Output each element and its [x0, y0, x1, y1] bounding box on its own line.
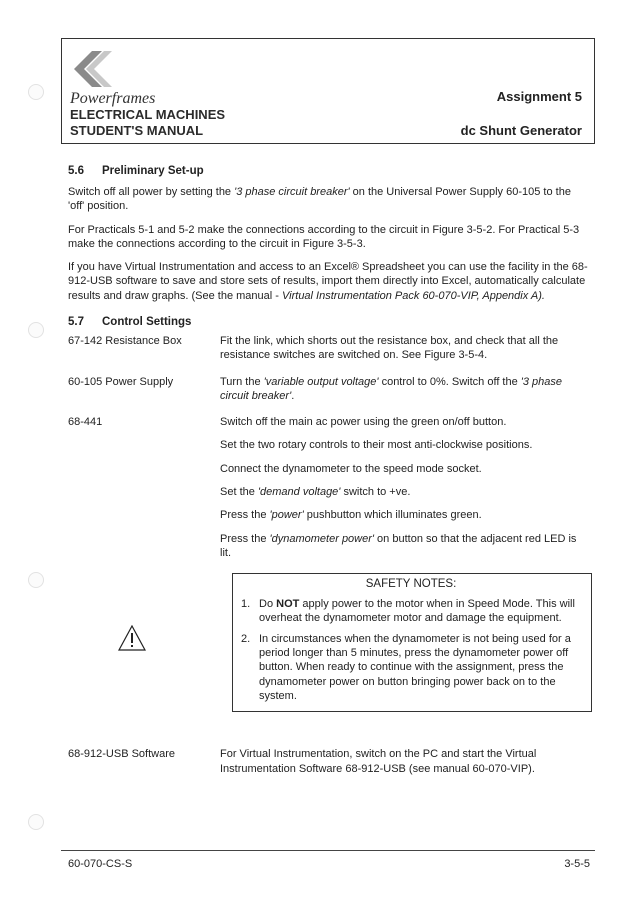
text: Press the — [220, 532, 270, 545]
emphasis-text: 'dynamometer power' — [269, 532, 374, 545]
text: switch to +ve. — [340, 486, 411, 499]
control-row-resistance-box — [68, 334, 588, 363]
text: apply power to the motor when in Speed Mode. This will overheat the dynamometer motor and damage the equipment. — [259, 598, 575, 625]
text: Press the — [220, 509, 270, 522]
safety-note — [241, 597, 581, 626]
control-label: 67-142 Resistance Box — [68, 334, 182, 347]
text: Switch off all power by setting the — [68, 185, 235, 198]
emphasis-text: Virtual Instrumentation Pack 60-070-VIP, Appendix A). — [282, 289, 545, 302]
assignment-label: Assignment 5 — [496, 89, 582, 104]
emphasis-text: 'power' — [269, 509, 304, 522]
text: pushbutton which illuminates green. — [303, 509, 482, 522]
note-number: 1. — [241, 598, 251, 611]
footer-document-code: 60-070-CS-S — [68, 858, 133, 870]
step — [220, 485, 588, 499]
section-number: 5.6 — [68, 165, 84, 177]
note-text — [259, 597, 581, 626]
control-text: For Virtual Instrumentation, switch on the PC and start the Virtual Instrumentation Software 68-912-USB (see manual 60-070-VIP). — [220, 748, 537, 775]
punch-hole — [28, 322, 44, 338]
paragraph: For Practicals 5-1 and 5-2 make the connections according to the circuit in Figure 3-5-2. For Practical 5-3 make the connections according to the circuit in Figure 3-5-3. — [68, 223, 580, 250]
text: Set the — [220, 486, 258, 499]
section-number: 5.7 — [68, 316, 84, 329]
section-title: Control Settings — [102, 316, 192, 329]
step — [220, 508, 588, 522]
note-text: In circumstances when the dynamometer is not being used for a period longer than 5 minutes, press the dynamometer power off button. When ready to continue with the assignment, press the dynamometer power on button bringing power back on to the system. — [259, 632, 571, 702]
text: Turn the — [220, 375, 264, 388]
punch-hole — [28, 814, 44, 830]
control-label: 60-105 Power Supply — [68, 375, 174, 388]
text: control to 0%. Switch off the — [378, 375, 521, 388]
footer-divider — [61, 850, 595, 851]
control-label: 68-441 — [68, 416, 103, 429]
step: Connect the dynamometer to the speed mode socket. — [220, 462, 482, 475]
text: on the Universal Power Supply 60-105 to the 'off' position. — [68, 185, 571, 213]
control-row-power-supply — [68, 375, 588, 404]
control-row-software — [68, 747, 588, 776]
step — [220, 532, 588, 561]
safety-notes-title: SAFETY NOTES: — [365, 578, 457, 591]
safety-section — [68, 573, 588, 733]
warning-triangle-icon — [118, 625, 146, 655]
control-row-68-441 — [68, 415, 588, 569]
document-header — [61, 38, 595, 144]
emphasis-text: '3 phase circuit breaker' — [220, 375, 563, 402]
step: Switch off the main ac power using the green on/off button. — [220, 416, 507, 429]
control-label: 68-912-USB Software — [68, 748, 175, 761]
text: on button so that the adjacent red LED is lit. — [220, 532, 577, 559]
manual-title-line2: STUDENT'S MANUAL — [70, 123, 204, 138]
paragraph — [68, 185, 588, 214]
step: Set the two rotary controls to their most anti-clockwise positions. — [220, 439, 533, 452]
section-heading-5-6 — [68, 164, 588, 179]
punch-hole — [28, 84, 44, 100]
brand-name: Powerframes — [70, 90, 156, 107]
note-number: 2. — [241, 632, 251, 645]
text: If you have Virtual Instrumentation and access to an Excel® Spreadsheet you can use the facility in the 68-912-USB software to save and store sets of results, import them directly into Excel, automatically calculate results and draw graphs. (See the manual - — [68, 261, 588, 302]
emphasis-text: '3 phase circuit breaker' — [234, 185, 350, 198]
control-text — [220, 375, 588, 404]
section-heading-5-7 — [68, 315, 588, 330]
assignment-subject: dc Shunt Generator — [460, 123, 582, 138]
control-text: Fit the link, which shorts out the resistance box, and check that all the resistance switches are switched on. See Figure 3-5-4. — [220, 334, 559, 362]
punch-hole — [28, 572, 44, 588]
text: . — [291, 389, 295, 402]
text: Do — [259, 598, 277, 611]
footer-page-number: 3-5-5 — [564, 858, 590, 870]
manual-title — [70, 107, 225, 139]
paragraph — [68, 260, 588, 303]
emphasis-text: 'demand voltage' — [257, 486, 341, 499]
page-content — [68, 164, 588, 788]
manual-title-line1: ELECTRICAL MACHINES — [70, 107, 226, 122]
safety-notes-box — [232, 573, 592, 712]
emphasis-text: 'variable output voltage' — [263, 375, 379, 388]
safety-note — [241, 632, 581, 703]
strong-text: NOT — [276, 598, 300, 611]
section-title: Preliminary Set-up — [102, 165, 204, 177]
control-steps — [220, 415, 588, 569]
powerframes-logo-icon — [70, 49, 114, 93]
